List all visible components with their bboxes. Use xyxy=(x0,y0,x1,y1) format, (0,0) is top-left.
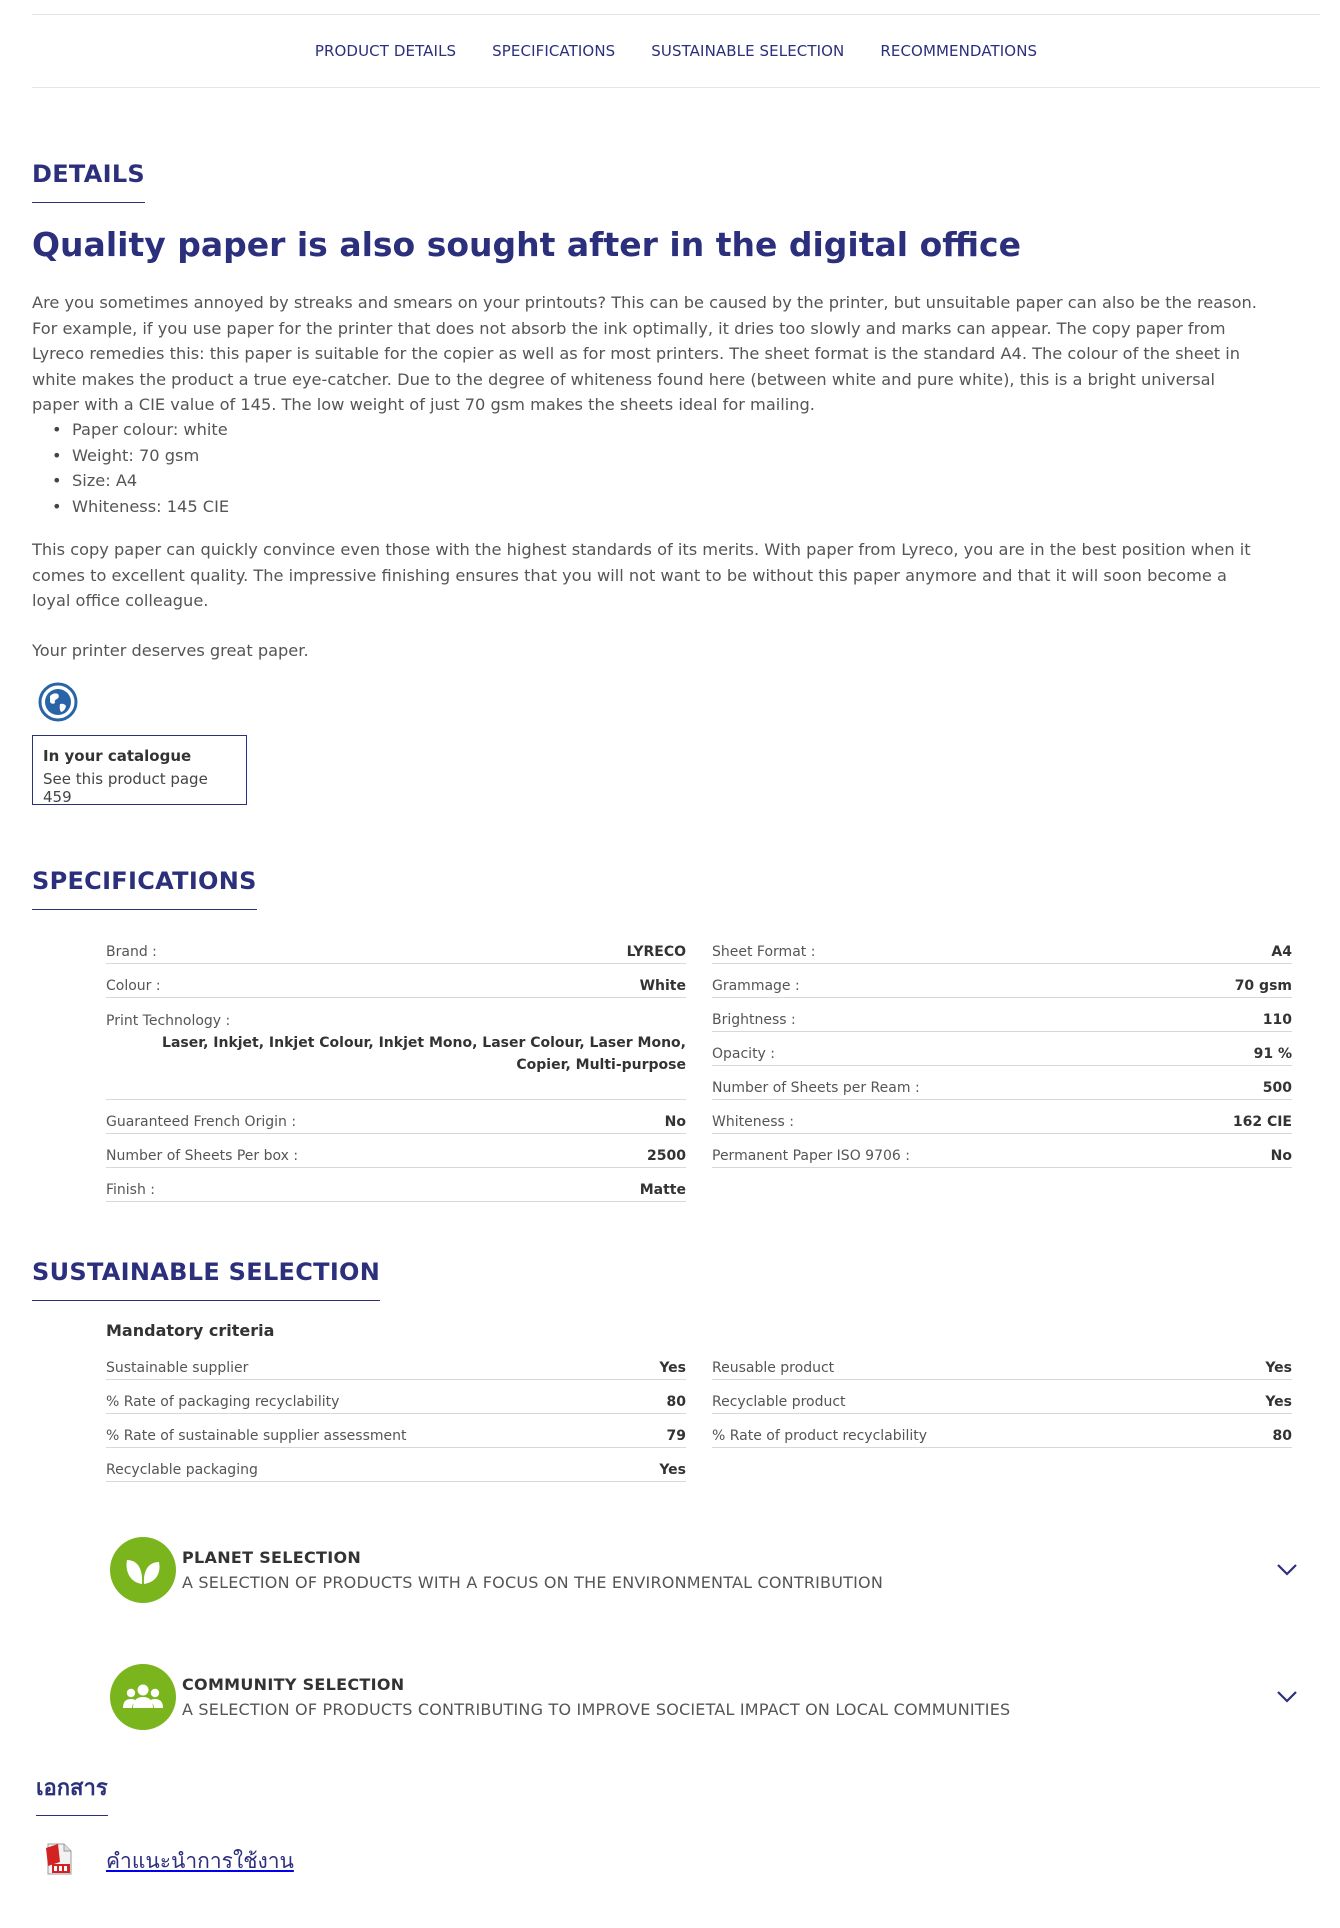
criteria-value: 80 xyxy=(1272,1428,1292,1444)
spec-value: LYRECO xyxy=(626,944,686,960)
spec-row xyxy=(712,1134,1292,1168)
criteria-value: Yes xyxy=(659,1462,686,1478)
sustainable-section-title: SUSTAINABLE SELECTION xyxy=(32,1258,380,1301)
specifications-right-column xyxy=(712,930,1292,1168)
tab-navigation xyxy=(32,14,1320,88)
community-selection-name: COMMUNITY SELECTION xyxy=(182,1675,405,1694)
criteria-label: % Rate of sustainable supplier assessment xyxy=(106,1428,407,1444)
criteria-value: 79 xyxy=(666,1428,686,1444)
criteria-value: Yes xyxy=(1265,1394,1292,1410)
community-selection-text xyxy=(182,1675,1274,1719)
chevron-down-icon[interactable] xyxy=(1274,1557,1300,1583)
community-selection-accordion[interactable] xyxy=(110,1662,1300,1732)
criteria-row xyxy=(712,1380,1292,1414)
spec-label: Whiteness : xyxy=(712,1114,794,1130)
sustainable-left-column xyxy=(106,1346,686,1482)
spec-row xyxy=(712,1100,1292,1134)
spec-row xyxy=(712,930,1292,964)
spec-row xyxy=(106,930,686,964)
spec-row xyxy=(712,998,1292,1032)
specifications-left-column xyxy=(106,930,686,1202)
criteria-row xyxy=(106,1448,686,1482)
spec-row xyxy=(106,1168,686,1202)
spec-value: Matte xyxy=(639,1182,686,1198)
spec-value: 162 CIE xyxy=(1232,1114,1292,1130)
spec-label: Number of Sheets Per box : xyxy=(106,1148,299,1164)
mandatory-criteria-title: Mandatory criteria xyxy=(106,1321,275,1340)
criteria-row xyxy=(106,1380,686,1414)
globe-icon[interactable] xyxy=(38,682,78,722)
spec-value: 500 xyxy=(1262,1080,1292,1096)
spec-value: 110 xyxy=(1262,1012,1292,1028)
criteria-label: Sustainable supplier xyxy=(106,1360,249,1376)
criteria-label: % Rate of product recyclability xyxy=(712,1428,928,1444)
user-guide-document-label[interactable]: คำแนะนำการใช้งาน xyxy=(106,1848,294,1873)
criteria-label: Recyclable product xyxy=(712,1394,846,1410)
sustainable-right-column xyxy=(712,1346,1292,1448)
spec-label: Sheet Format : xyxy=(712,944,816,960)
criteria-label: Recyclable packaging xyxy=(106,1462,258,1478)
description-paragraph-2: This copy paper can quickly convince even those with the highest standards of its merits. With paper from Lyreco, you are in the best position when it comes to excellent quality. The impressive finishing ensures that you will not want to be without this paper anymore and that it will soon become a loyal office colleague. xyxy=(32,540,1251,610)
tab-sustainable-selection[interactable]: SUSTAINABLE SELECTION xyxy=(651,42,845,60)
spec-label: Brightness : xyxy=(712,1012,796,1028)
spec-label: Grammage : xyxy=(712,978,800,994)
spec-label: Opacity : xyxy=(712,1046,776,1062)
chevron-down-icon[interactable] xyxy=(1274,1684,1300,1710)
documents-section-title: เอกสาร xyxy=(36,1770,108,1816)
catalogue-page-reference: See this product page 459 xyxy=(43,770,208,806)
tab-recommendations[interactable]: RECOMMENDATIONS xyxy=(880,42,1038,60)
spec-label: Print Technology : xyxy=(106,1013,231,1029)
description-paragraph-1: Are you sometimes annoyed by streaks and smears on your printouts? This can be caused by the printer, but unsuitable paper can also be the reason. For example, if you use paper for the printer that does not absorb the ink optimally, it dries too slowly and marks can appear. The copy paper from Lyreco remedies this: this paper is suitable for the copier as well as for most printers. The sheet format is the standard A4. The colour of the sheet in white makes the product a true eye-catcher. Due to the degree of whiteness found here (between white and pure white), this is a bright universal paper with a CIE value of 145. The low weight of just 70 gsm makes the sheets ideal for mailing. xyxy=(32,293,1257,414)
spec-row xyxy=(712,1032,1292,1066)
community-selection-description: A SELECTION OF PRODUCTS CONTRIBUTING TO IMPROVE SOCIETAL IMPACT ON LOCAL COMMUNITIES xyxy=(182,1700,1011,1719)
spec-label: Permanent Paper ISO 9706 : xyxy=(712,1148,910,1164)
criteria-label: % Rate of packaging recyclability xyxy=(106,1394,340,1410)
planet-selection-description: A SELECTION OF PRODUCTS WITH A FOCUS ON THE ENVIRONMENTAL CONTRIBUTION xyxy=(182,1573,883,1592)
feature-item: • Weight: 70 gsm xyxy=(52,443,229,469)
planet-selection-text xyxy=(182,1548,1274,1592)
spec-value: 2500 xyxy=(647,1148,686,1164)
catalogue-title: In your catalogue xyxy=(43,747,192,765)
criteria-value: Yes xyxy=(1265,1360,1292,1376)
feature-list xyxy=(52,417,229,519)
criteria-value: Yes xyxy=(659,1360,686,1376)
spec-value: No xyxy=(1270,1148,1292,1164)
product-headline: Quality paper is also sought after in the digital office xyxy=(32,225,1021,264)
planet-selection-name: PLANET SELECTION xyxy=(182,1548,362,1567)
criteria-row xyxy=(712,1414,1292,1448)
spec-label: Brand : xyxy=(106,944,157,960)
spec-value: White xyxy=(639,978,686,994)
user-guide-document-link[interactable] xyxy=(44,1842,294,1880)
spec-row xyxy=(106,964,686,998)
spec-value: Laser, Inkjet, Inkjet Colour, Inkjet Mono, Laser Colour, Laser Mono, Copier, Multi-purpose xyxy=(162,1035,686,1073)
criteria-value: 80 xyxy=(666,1394,686,1410)
details-section-title: DETAILS xyxy=(32,160,145,203)
community-people-icon xyxy=(110,1664,176,1730)
tab-specifications[interactable]: SPECIFICATIONS xyxy=(492,42,616,60)
feature-item: • Size: A4 xyxy=(52,468,229,494)
spec-label: Guaranteed French Origin : xyxy=(106,1114,297,1130)
feature-item: • Whiteness: 145 CIE xyxy=(52,494,229,520)
spec-value: No xyxy=(664,1114,686,1130)
criteria-row xyxy=(712,1346,1292,1380)
planet-selection-accordion[interactable] xyxy=(110,1535,1300,1605)
spec-value: 91 % xyxy=(1253,1046,1292,1062)
description-paragraph-3: Your printer deserves great paper. xyxy=(32,641,309,660)
spec-value: 70 gsm xyxy=(1234,978,1292,994)
spec-row xyxy=(712,1066,1292,1100)
spec-label: Colour : xyxy=(106,978,161,994)
spec-row xyxy=(106,998,686,1100)
spec-row xyxy=(712,964,1292,998)
pdf-file-icon xyxy=(44,1842,74,1880)
feature-item: • Paper colour: white xyxy=(52,417,229,443)
criteria-row xyxy=(106,1414,686,1448)
spec-row xyxy=(106,1100,686,1134)
tab-product-details[interactable]: PRODUCT DETAILS xyxy=(314,42,457,60)
spec-label: Number of Sheets per Ream : xyxy=(712,1080,920,1096)
spec-label: Finish : xyxy=(106,1182,156,1198)
catalogue-info-box xyxy=(32,735,247,805)
leaf-icon xyxy=(110,1537,176,1603)
spec-value: A4 xyxy=(1271,944,1292,960)
criteria-row xyxy=(106,1346,686,1380)
specifications-section-title: SPECIFICATIONS xyxy=(32,867,257,910)
criteria-label: Reusable product xyxy=(712,1360,835,1376)
spec-row xyxy=(106,1134,686,1168)
